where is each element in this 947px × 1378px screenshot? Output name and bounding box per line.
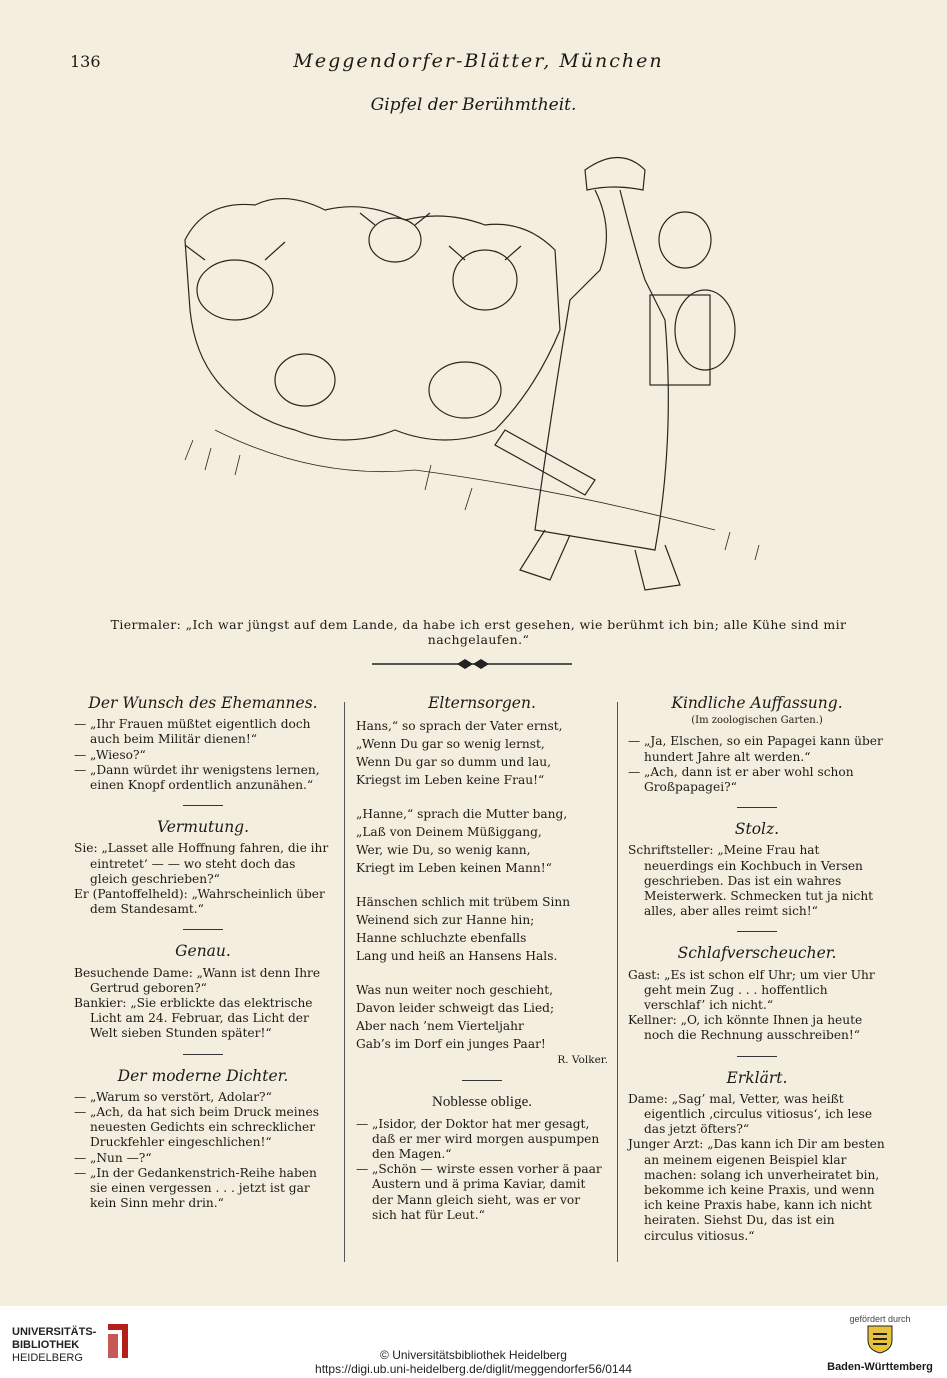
dialogue-line: — „Schön — wirste essen vorher ä paar Austern und ä prima Kaviar, damit der Mann gleich sieht, was er vor sich hat für Leut.“ — [356, 1162, 602, 1222]
dialogue-line: — „Isidor, der Doktor hat mer gesagt, daß er mer wird morgen auspumpen den Magen.“ — [356, 1116, 600, 1162]
state-coat-of-arms-icon — [860, 1324, 900, 1354]
page-header — [70, 48, 887, 78]
verse-line: Hanne schluchzte ebenfalls — [356, 931, 527, 946]
logo-line: UNIVERSITÄTS- — [12, 1326, 97, 1338]
section-separator — [737, 931, 777, 932]
dialogue-line: — „In der Gedankenstrich-Reihe haben sie einen vergessen . . . jetzt ist gar kein Sinn mehr drin.“ — [74, 1165, 317, 1211]
section-title: Vermutung. — [156, 818, 250, 837]
section-separator — [183, 929, 223, 930]
section-title: Noblesse oblige. — [432, 1094, 532, 1111]
divider-ornament — [372, 657, 572, 671]
column-middle — [356, 690, 608, 1223]
poem-stanza — [356, 893, 608, 965]
section-title: Stolz. — [734, 820, 780, 839]
dialogue-line: — „Ihr Frauen müßtet eigentlich doch auch beim Militär dienen!“ — [74, 717, 311, 747]
column-left — [74, 690, 332, 1211]
sponsor-block — [825, 1314, 935, 1373]
section-separator — [737, 1056, 777, 1057]
verse-line: Kriegst im Leben keine Frau!“ — [356, 773, 545, 788]
dialogue-line: — „Ja, Elschen, so ein Papagei kann über hundert Jahre alt werden.“ — [628, 734, 883, 764]
dialogue-line: — „Warum so verstört, Adolar?“ — [74, 1089, 272, 1104]
viewer-footer — [0, 1306, 947, 1378]
verse-line: Wer, wie Du, so wenig kann, — [356, 843, 531, 858]
verse-line: Lang und heiß an Hansens Hals. — [356, 949, 558, 964]
section-title: Elternsorgen. — [428, 694, 536, 712]
logo-line: BIBLIOTHEK — [12, 1339, 80, 1351]
section-title: Erklärt. — [726, 1068, 788, 1087]
section-note: (Im zoologischen Garten.) — [691, 715, 823, 727]
dialogue-line: Sie: „Lasset alle Hoffnung fahren, die ihr eintretet‘ — — wo steht doch das gleich geschrieben?“ — [74, 841, 329, 886]
section-title: Genau. — [175, 942, 231, 961]
sponsor-name: Baden-Württemberg — [827, 1361, 933, 1373]
column-rule — [344, 702, 345, 1262]
section-separator — [183, 805, 223, 806]
verse-line: Davon leider schweigt das Lied; — [356, 1001, 555, 1016]
poem-stanza — [356, 805, 608, 877]
page-url-link[interactable]: https://digi.ub.uni-heidelberg.de/diglit/meggendorfer56/0144 — [315, 1362, 632, 1376]
cartoon-headline: Gipfel der Berühmtheit. — [370, 95, 577, 115]
column-right — [628, 690, 886, 1244]
dialogue-line: Schriftsteller: „Meine Frau hat neuerdings ein Kochbuch in Versen geschrieben. Das ist ein wahres Meisterwerk. Schmecken tut ja nicht alles, aber alles reimt sich!“ — [628, 843, 874, 919]
verse-line: Hans,“ so sprach der Vater ernst, — [356, 719, 563, 734]
page-number: 136 — [70, 52, 101, 71]
sponsor-label: gefördert durch — [849, 1314, 911, 1324]
copyright-notice: © Universitätsbibliothek Heidelberg — [380, 1348, 567, 1362]
dialogue-line: — „Wieso?“ — [74, 747, 146, 762]
section-title: Der Wunsch des Ehemannes. — [88, 694, 318, 712]
section-title: Der moderne Dichter. — [117, 1066, 289, 1085]
cartoon-caption: Tiermaler: „Ich war jüngst auf dem Lande, da habe ich erst gesehen, wie berühmt ich bin; alle Kühe sind mir nachgelaufen.“ — [110, 617, 847, 647]
verse-line: Kriegt im Leben keinen Mann!“ — [356, 861, 552, 876]
verse-line: „Hanne,“ sprach die Mutter bang, — [356, 807, 568, 822]
column-rule — [617, 702, 618, 1262]
section-title: Schlafverscheucher. — [677, 944, 837, 963]
verse-line: Weinend sich zur Hanne hin; — [356, 913, 535, 928]
masthead: Meggendorfer-Blätter, München — [293, 50, 664, 72]
poem-stanza — [356, 717, 608, 789]
dialogue-line: — „Nun —?“ — [74, 1150, 152, 1165]
poem-author: R. Volker. — [557, 1054, 608, 1067]
cartoon-illustration — [165, 130, 775, 600]
verse-line: „Wenn Du gar so wenig lernst, — [356, 737, 545, 752]
painter-figure — [535, 158, 668, 551]
verse-line: Was nun weiter noch geschieht, — [356, 983, 554, 998]
section-title: Kindliche Auffassung. — [671, 694, 843, 712]
section-separator — [462, 1080, 502, 1081]
dialogue-line: — „Dann würdet ihr wenigstens lernen, einen Knopf ordentlich anzunähen.“ — [74, 762, 320, 793]
verse-line: Gab’s im Dorf ein junges Paar! — [356, 1037, 546, 1052]
dialogue-line: Gast: „Es ist schon elf Uhr; um vier Uhr geht mein Zug . . . hoffentlich verschlaf’ ich nicht.“ — [628, 967, 875, 1013]
dialogue-line: Dame: „Sag’ mal, Vetter, was heißt eigentlich ‚circulus vitiosus‘, ich lese das jetzt öfters?“ — [628, 1091, 873, 1137]
poem-stanza — [356, 981, 608, 1053]
logo-line: HEIDELBERG — [12, 1352, 83, 1364]
dialogue-line: Er (Pantoffelheld): „Wahrscheinlich über dem Standesamt.“ — [74, 887, 325, 917]
dialogue-line: Kellner: „O, ich könnte Ihnen ja heute noch die Rechnung ausschreiben!“ — [628, 1013, 863, 1043]
dialogue-line: — „Ach, dann ist er aber wohl schon Großpapagei?“ — [628, 764, 854, 795]
dialogue-line: Junger Arzt: „Das kann ich Dir am besten an meinem eigenen Beispiel klar machen: solang ich unverheiratet bin, bekomme ich keine Praxis, und wenn ich keine Praxis habe, kann ich nicht heiraten. Siehst Du, das ist ein circulus vitiosus.“ — [628, 1137, 885, 1243]
section-separator — [737, 807, 777, 808]
verse-line: Aber nach ’nem Vierteljahr — [356, 1019, 524, 1034]
section-separator — [183, 1054, 223, 1055]
verse-line: „Laß von Deinem Müßiggang, — [356, 825, 542, 840]
dialogue-line: — „Ach, da hat sich beim Druck meines neuesten Gedichts ein schrecklicher Druckfehler eingeschlichen!“ — [74, 1105, 319, 1150]
verse-line: Wenn Du gar so dumm und lau, — [356, 755, 551, 770]
verse-line: Hänschen schlich mit trübem Sinn — [356, 895, 571, 910]
dialogue-line: Besuchende Dame: „Wann ist denn Ihre Gertrud geboren?“ — [74, 965, 321, 995]
dialogue-line: Bankier: „Sie erblickte das elektrische Licht am 24. Februar, das Licht der Welt sieben Stunden später!“ — [74, 996, 313, 1041]
